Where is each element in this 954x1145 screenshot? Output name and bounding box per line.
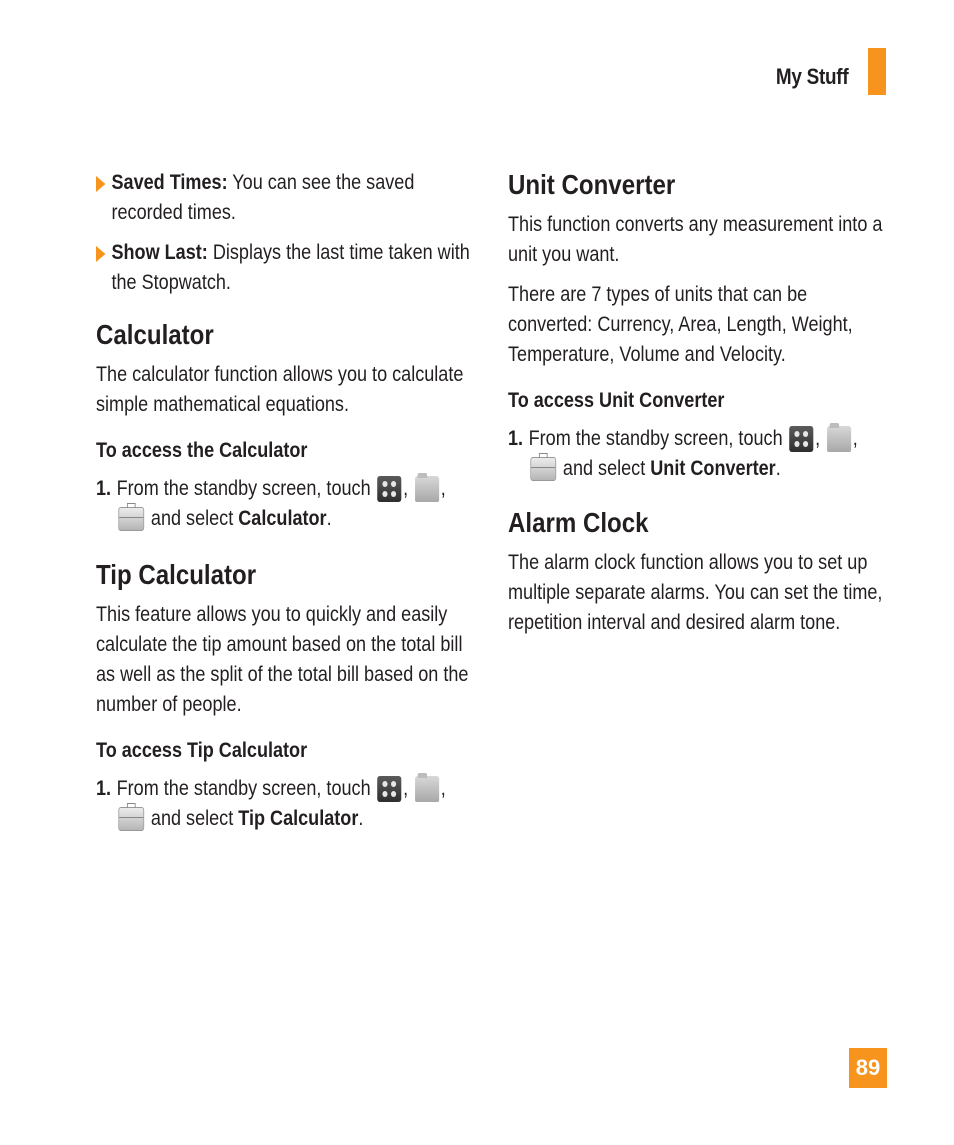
my-stuff-folder-icon	[827, 426, 851, 452]
step-number: 1.	[96, 777, 112, 800]
section-tab-marker	[868, 48, 886, 95]
unit-heading: Unit Converter	[508, 169, 676, 200]
bullet-saved-times	[96, 168, 480, 228]
step-text: From the standby screen, touch	[116, 477, 371, 500]
step-end: .	[775, 457, 781, 480]
section-title: My Stuff	[775, 64, 848, 89]
step-target: Calculator	[238, 507, 327, 530]
alarm-body: The alarm clock function allows you to set up multiple separate alarms. You can set the time, repetition interval and desired alarm tone.	[508, 551, 883, 634]
calculator-body: The calculator function allows you to calculate simple mathematical equations.	[96, 363, 464, 416]
step-end: .	[358, 807, 364, 830]
app-grid-icon	[377, 776, 401, 802]
right-column	[508, 168, 888, 648]
step-number: 1.	[508, 427, 524, 450]
step-text: From the standby screen, touch	[116, 777, 371, 800]
step-text: and select	[562, 457, 646, 480]
step-text: and select	[150, 507, 234, 530]
step-end: .	[326, 507, 332, 530]
unit-body-1: This function converts any measurement into a unit you want.	[508, 213, 883, 266]
comma: ,	[403, 777, 409, 800]
bullet-text: You can see the saved recorded times.	[111, 171, 415, 224]
calculator-heading: Calculator	[96, 319, 214, 350]
step-target: Tip Calculator	[238, 807, 359, 830]
unit-body-2: There are 7 types of units that can be converted: Currency, Area, Length, Weight, Temperature, Volume and Velocity.	[508, 283, 853, 366]
step-text: From the standby screen, touch	[528, 427, 783, 450]
bullet-term: Show Last:	[111, 241, 208, 264]
bullet-term: Saved Times:	[111, 171, 228, 194]
bullet-show-last	[96, 238, 480, 298]
calculator-step	[96, 474, 480, 534]
comma: ,	[852, 427, 858, 450]
tip-subheading: To access Tip Calculator	[96, 739, 308, 762]
tip-body: This feature allows you to quickly and easily calculate the tip amount based on the total bill as well as the split of the total bill based on the number of people.	[96, 603, 469, 716]
page-number: 89	[849, 1048, 887, 1088]
tools-briefcase-icon	[118, 807, 144, 831]
unit-step	[508, 424, 887, 484]
bullet-arrow-icon	[96, 176, 105, 192]
my-stuff-folder-icon	[415, 476, 439, 502]
bullet-arrow-icon	[96, 246, 105, 262]
comma: ,	[440, 477, 446, 500]
step-text: and select	[150, 807, 234, 830]
step-target: Unit Converter	[650, 457, 776, 480]
comma: ,	[440, 777, 446, 800]
left-column	[96, 168, 481, 834]
alarm-heading: Alarm Clock	[508, 507, 649, 538]
bullet-text: Displays the last time taken with the Stopwatch.	[111, 241, 470, 294]
app-grid-icon	[377, 476, 401, 502]
tools-briefcase-icon	[118, 507, 144, 531]
step-number: 1.	[96, 477, 112, 500]
my-stuff-folder-icon	[415, 776, 439, 802]
tools-briefcase-icon	[530, 457, 556, 481]
comma: ,	[815, 427, 821, 450]
app-grid-icon	[789, 426, 813, 452]
calculator-subheading: To access the Calculator	[96, 439, 308, 462]
comma: ,	[403, 477, 409, 500]
tip-step	[96, 774, 480, 834]
unit-subheading: To access Unit Converter	[508, 389, 725, 412]
tip-heading: Tip Calculator	[96, 559, 257, 590]
